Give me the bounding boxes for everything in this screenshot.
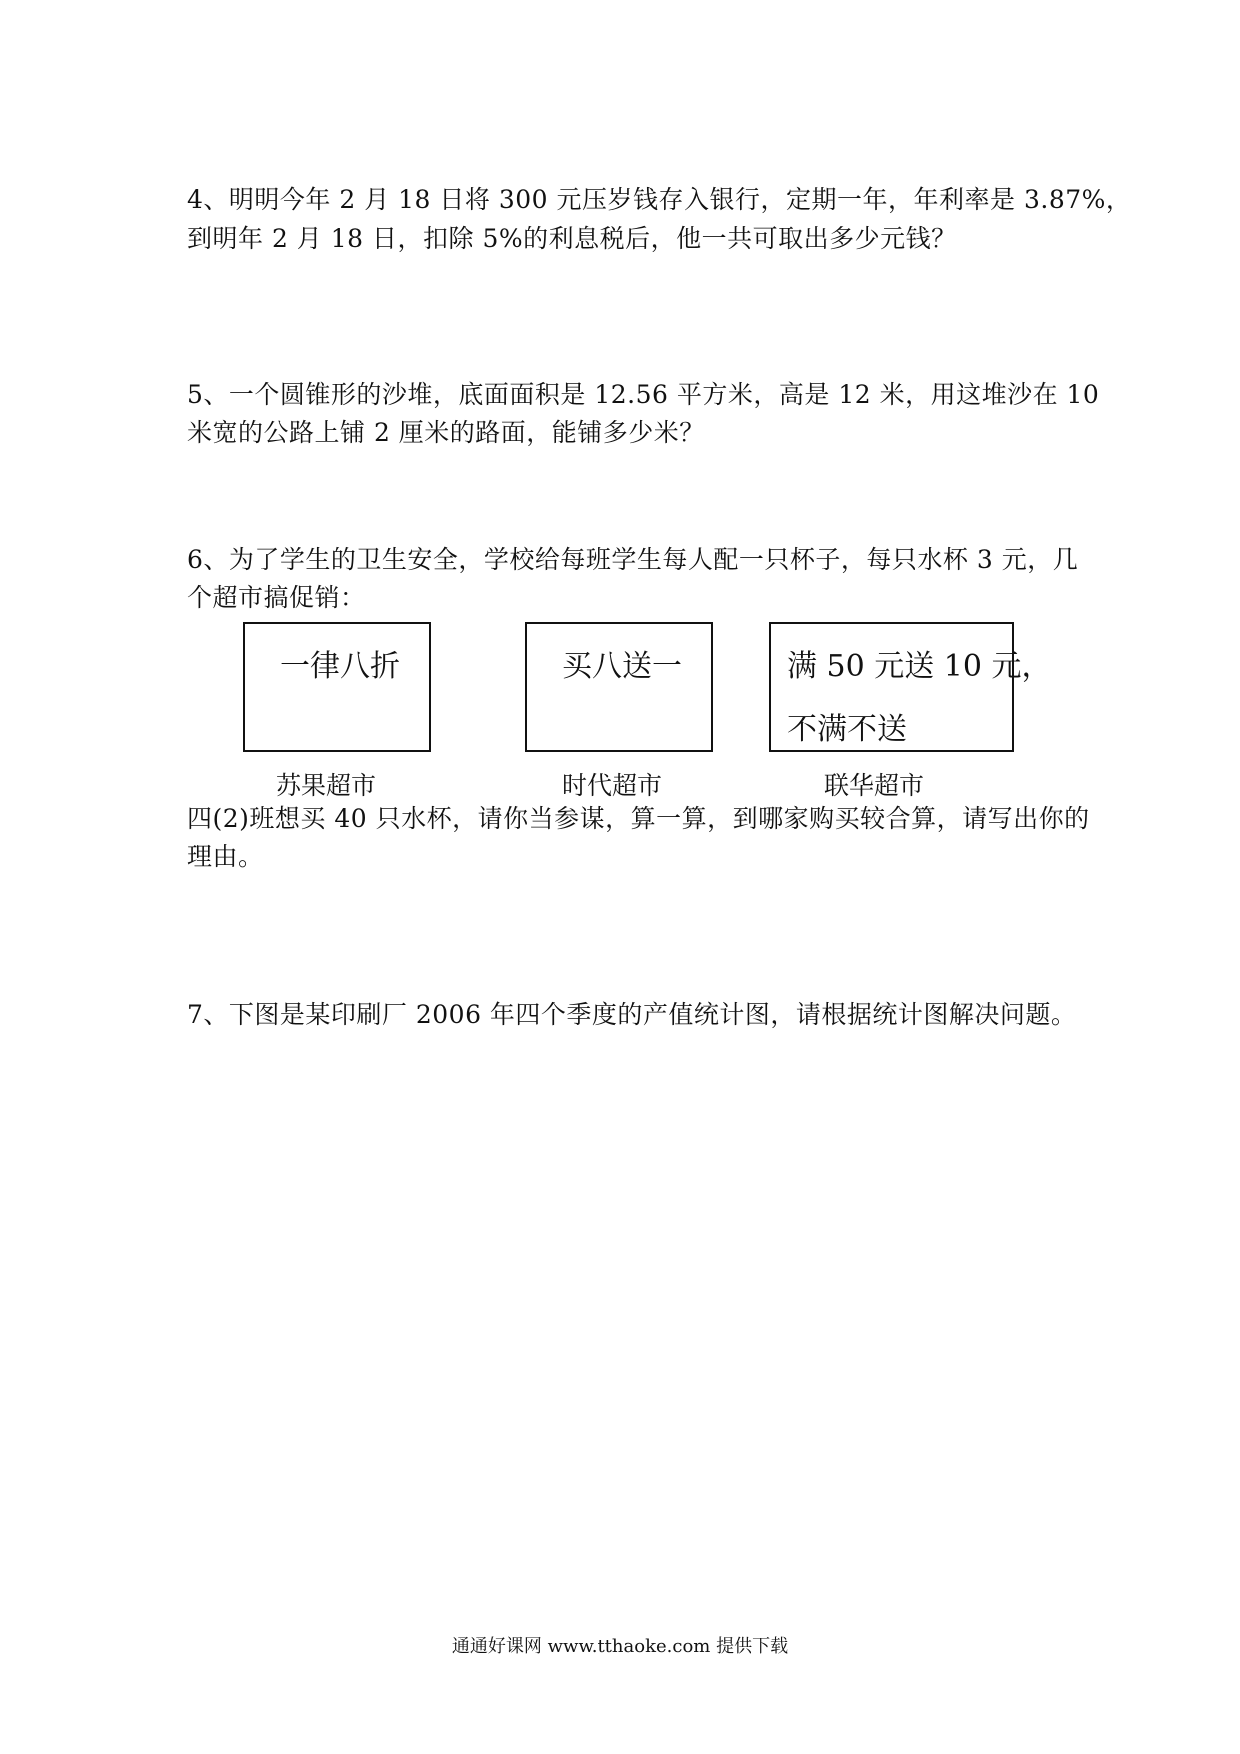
question-6-line-2: 个超市搞促销：	[187, 583, 366, 612]
question-6-line-3: 四(2)班想买 40 只水杯，请你当参谋，算一算，到哪家购买较合算，请写出你的	[187, 804, 1090, 833]
promo-box-suguo	[243, 622, 431, 752]
question-5-line-2: 米宽的公路上铺 2 厘米的路面，能铺多少米？	[187, 418, 705, 447]
promo-box-lianhua	[769, 622, 1052, 752]
question-4-line-2: 到明年 2 月 18 日，扣除 5%的利息税后，他一共可取出多少元钱？	[187, 224, 957, 253]
store-label-shidai: 时代超市	[562, 771, 663, 800]
promo-box-shidai	[525, 622, 713, 752]
promo-text-lianhua-2: 不满不送	[787, 712, 907, 747]
promo-text-lianhua-1: 满 50 元送 10 元，	[787, 649, 1052, 684]
question-4-line-1: 4、明明今年 2 月 18 日将 300 元压岁钱存入银行，定期一年，年利率是 3.87%，	[187, 185, 1132, 214]
question-7-line-1: 7、下图是某印刷厂 2006 年四个季度的产值统计图，请根据统计图解决问题。	[187, 1000, 1077, 1029]
question-6-line-1: 6、为了学生的卫生安全，学校给每班学生每人配一只杯子，每只水杯 3 元，几	[187, 545, 1079, 574]
footer-credit: 通通好课网 www.tthaoke.com 提供下载	[451, 1636, 789, 1657]
question-5-line-1: 5、一个圆锥形的沙堆，底面面积是 12.56 平方米，高是 12 米，用这堆沙在 10	[187, 380, 1100, 409]
promo-text-suguo: 一律八折	[280, 649, 400, 684]
promo-text-shidai: 买八送一	[562, 649, 682, 684]
store-label-lianhua: 联华超市	[824, 771, 925, 800]
question-6-line-4: 理由。	[187, 842, 264, 871]
store-label-suguo: 苏果超市	[276, 771, 377, 800]
